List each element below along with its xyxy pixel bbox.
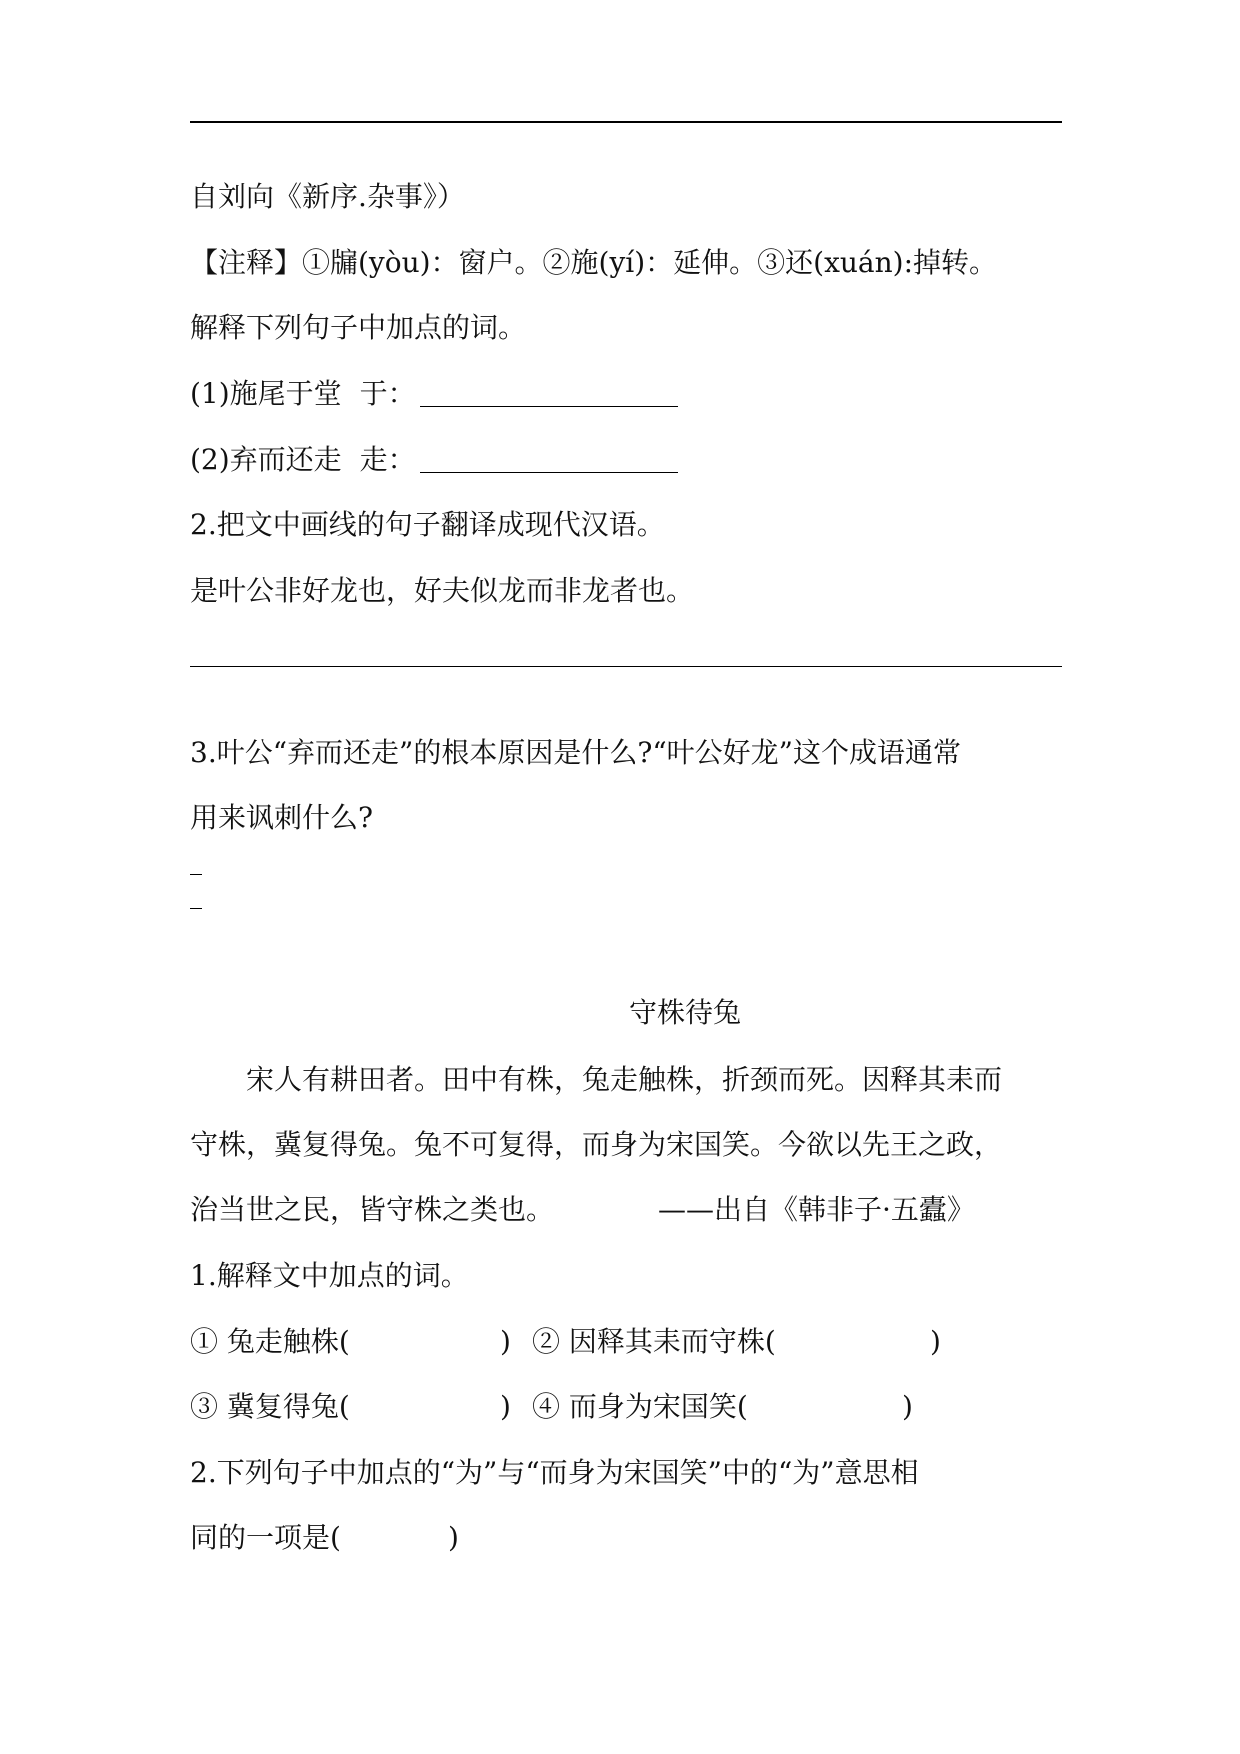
passage-line-1 bbox=[246, 1060, 1002, 1100]
passage-text-1: 宋人有耕田者。田中有株，兔走触株，折颈而死。因释其耒而 bbox=[246, 1063, 1003, 1096]
q1-1-sentence: (1)施尾于堂 bbox=[190, 377, 342, 410]
annotation-note: 【注释】①牖(yòu)：窗户。②施(yí)：延伸。③还(xuán):掉转。 bbox=[190, 246, 998, 279]
item-row-2 bbox=[190, 1387, 913, 1427]
passage-source: ——出自《韩非子·五蠹》 bbox=[658, 1193, 975, 1226]
answer-blank-2[interactable] bbox=[420, 442, 678, 473]
passage-line-3 bbox=[190, 1190, 975, 1230]
q2-close: ) bbox=[448, 1521, 459, 1554]
item-2: ② 因释其耒而守株( bbox=[532, 1325, 776, 1358]
item-1-close: ) bbox=[500, 1325, 511, 1358]
item-3-close: ) bbox=[500, 1390, 511, 1423]
part2-question-2-line2 bbox=[190, 1518, 459, 1558]
answer-line-2[interactable] bbox=[190, 666, 1062, 667]
passage-line-2: 守株，冀复得兔。兔不可复得，而身为宋国笑。今欲以先王之政， bbox=[190, 1128, 1003, 1161]
part2-question-2-line1: 2.下列句子中加点的“为”与“而身为宋国笑”中的“为”意思相 bbox=[190, 1456, 919, 1489]
passage-title: 守株待兔 bbox=[628, 996, 741, 1029]
item-2-close: ) bbox=[930, 1325, 941, 1358]
answer-dash-1 bbox=[190, 874, 202, 875]
q1-2-sentence: (2)弃而还走 bbox=[190, 443, 342, 476]
item-1: ① 兔走触株( bbox=[190, 1325, 350, 1358]
item-row-1 bbox=[190, 1322, 941, 1362]
q1-1-word: 于： bbox=[359, 377, 416, 410]
question-1-1 bbox=[190, 374, 678, 414]
question-3-line2: 用来讽刺什么? bbox=[190, 801, 374, 834]
source-line: 自刘向《新序.杂事》） bbox=[190, 180, 465, 213]
part2-question-1: 1.解释文中加点的词。 bbox=[190, 1259, 469, 1292]
item-4-close: ) bbox=[902, 1390, 913, 1423]
instruction: 解释下列句子中加点的词。 bbox=[190, 311, 527, 344]
answer-dash-2 bbox=[190, 908, 202, 909]
item-3: ③ 冀复得兔( bbox=[190, 1390, 350, 1423]
q1-2-word: 走： bbox=[359, 443, 416, 476]
question-1-2 bbox=[190, 440, 678, 480]
question-2-sentence: 是叶公非好龙也，好夫似龙而非龙者也。 bbox=[190, 574, 695, 607]
question-3-line1: 3.叶公“弃而还走”的根本原因是什么?“叶公好龙”这个成语通常 bbox=[190, 736, 961, 769]
question-2: 2.把文中画线的句子翻译成现代汉语。 bbox=[190, 508, 665, 541]
passage-text-3: 治当世之民，皆守株之类也。 bbox=[190, 1193, 555, 1226]
answer-blank-1[interactable] bbox=[420, 376, 678, 407]
top-rule bbox=[190, 121, 1062, 123]
q2-text: 同的一项是( bbox=[190, 1521, 341, 1554]
item-4: ④ 而身为宋国笑( bbox=[532, 1390, 748, 1423]
